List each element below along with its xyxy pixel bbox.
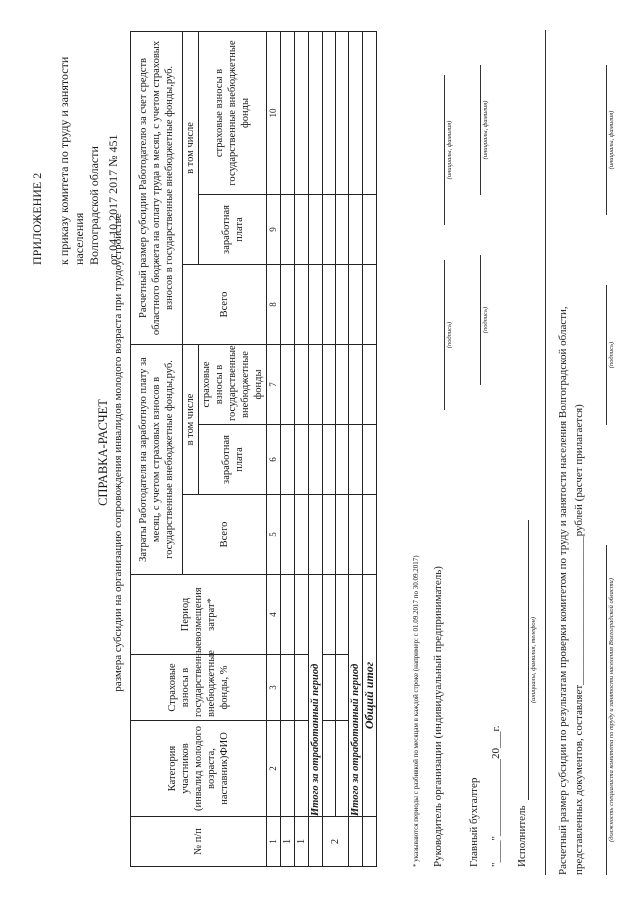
- table-cell: [363, 265, 377, 345]
- appendix-date: от 04.10.2017 2017 № 451: [106, 134, 120, 265]
- col-num-1: 1: [267, 817, 281, 867]
- table-cell: [349, 817, 363, 867]
- table-cell: [336, 721, 349, 817]
- table-cell: [363, 425, 377, 495]
- table-cell: [295, 195, 309, 265]
- col-num-8: 8: [267, 265, 281, 345]
- table-cell: [281, 345, 295, 425]
- table-cell: [281, 31, 295, 194]
- subtotal-row-2: Итого за отработанный период: [349, 575, 363, 817]
- accountant-sign-line[interactable]: [468, 255, 481, 385]
- table-cell: [295, 495, 309, 575]
- official-position-caption: (должность специалиста комитета по труду и занятости населения Волгоградской области): [608, 578, 615, 842]
- table-cell: [309, 345, 323, 425]
- head-sign-caption: (подпись): [446, 321, 453, 349]
- table-cell: [281, 265, 295, 345]
- col-num-9: 9: [267, 195, 281, 265]
- col-num-4: 4: [267, 575, 281, 655]
- footnote: * указываются периоды с разбивкой по месяцам в каждой строке (например: с 01.09.2017 по 30.09.2017): [412, 555, 420, 867]
- official-name-caption: (инициалы, фамилия): [608, 110, 615, 170]
- table-cell: [295, 721, 309, 817]
- table-cell: [336, 345, 349, 425]
- executor-line[interactable]: [516, 520, 529, 800]
- table-cell: [349, 345, 363, 425]
- table-cell: [349, 495, 363, 575]
- grand-total-row: Общий итог: [363, 575, 377, 817]
- col-num-7: 7: [267, 345, 281, 425]
- executor-caption: (инициалы, фамилия, телефон): [530, 616, 537, 704]
- table-cell: [349, 425, 363, 495]
- col-num-6: 6: [267, 425, 281, 495]
- executor-label: Исполнитель: [516, 805, 528, 867]
- table-cell: [281, 495, 295, 575]
- table-cell: [336, 31, 349, 194]
- date-field[interactable]: "____"______________20___г.: [490, 725, 502, 867]
- calculation-table: [130, 31, 377, 867]
- table-cell: [363, 195, 377, 265]
- col-num-2: 2: [267, 721, 281, 817]
- table-cell: [323, 345, 336, 425]
- header-insurance-2: страховые взносы в государственные внебюджетные фонды: [199, 31, 267, 194]
- final-line-2: представленных документов, составляет___________________________рублей (расчет прилагается): [573, 404, 585, 875]
- header-period: Период возмещения затрат*: [131, 575, 267, 655]
- table-cell: [336, 265, 349, 345]
- table-cell: [363, 495, 377, 575]
- table-cell: [295, 31, 309, 194]
- table-cell: [349, 195, 363, 265]
- header-in-that-1: в том числе: [183, 345, 199, 495]
- table-cell: [336, 575, 349, 655]
- table-cell: [336, 195, 349, 265]
- col-num-10: 10: [267, 31, 281, 194]
- table-cell: [363, 817, 377, 867]
- row-2-num: 2: [323, 817, 349, 867]
- table-cell: [363, 31, 377, 194]
- table-cell: [309, 425, 323, 495]
- appendix-line-2: Волгоградской области: [87, 146, 101, 265]
- official-position-line[interactable]: [594, 545, 607, 875]
- table-cell: [363, 345, 377, 425]
- subtotal-row-1: Итого за отработанный период: [309, 575, 323, 817]
- header-insurance-pct: Страховые взносы в государственные внебюджетные фонды, %: [131, 655, 267, 721]
- row-1-sub-num: 1: [295, 817, 309, 867]
- table-cell: [323, 425, 336, 495]
- header-category: Категория участников (инвалид молодого возраста, наставник)ФИО: [131, 721, 267, 817]
- accountant-label: Главный бухгалтер: [468, 777, 480, 867]
- header-num: № п/п: [131, 817, 267, 867]
- table-cell: [323, 721, 336, 817]
- table-cell: [323, 265, 336, 345]
- appendix-title: ПРИЛОЖЕНИЕ 2: [30, 172, 44, 265]
- accountant-sign-caption: (подпись): [482, 306, 489, 334]
- table-cell: [349, 31, 363, 194]
- head-label: Руководитель организации (индивидуальный предприниматель): [432, 566, 444, 867]
- official-sign-line[interactable]: [594, 285, 607, 425]
- table-cell: [281, 425, 295, 495]
- table-cell: [295, 265, 309, 345]
- col-num-5: 5: [267, 495, 281, 575]
- table-cell: [281, 195, 295, 265]
- header-insurance-1: страховые взносы в государственные внебюджетные фонды: [199, 345, 267, 425]
- table-cell: [281, 575, 295, 655]
- head-name-line[interactable]: [432, 75, 445, 225]
- doc-subtitle: размера субсидии на организацию сопровождения инвалидов молодого возраста при трудоустройстве: [112, 213, 124, 692]
- head-sign-line[interactable]: [432, 260, 445, 410]
- header-total-2: Всего: [183, 265, 267, 345]
- doc-title: СПРАВКА-РАСЧЕТ: [96, 399, 110, 506]
- col-num-3: 3: [267, 655, 281, 721]
- header-salary-1: заработная плата: [199, 425, 267, 495]
- table-cell: [323, 655, 336, 721]
- table-cell: [349, 265, 363, 345]
- table-cell: [281, 655, 295, 721]
- table-cell: [295, 425, 309, 495]
- final-statement: [555, 30, 587, 875]
- table-cell: [323, 495, 336, 575]
- header-employer-costs: Затраты Работодателя на заработную плату за месяц, с учетом страховых взносов в государственные внебюджетные фонды,руб.: [131, 345, 183, 575]
- table-cell: [309, 195, 323, 265]
- table-cell: [309, 817, 323, 867]
- header-total-1: Всего: [183, 495, 267, 575]
- table-cell: [295, 345, 309, 425]
- table-cell: [309, 265, 323, 345]
- header-subsidy: Расчетный размер субсидии Работодателю за счет средств областного бюджета на оплату труда в месяц, с учетом страховых взносов в государственные внебюджетные фонды,руб.: [131, 31, 183, 344]
- official-name-line[interactable]: [594, 65, 607, 215]
- table-cell: [323, 575, 336, 655]
- table-cell: [323, 195, 336, 265]
- official-sign-caption: (подпись): [608, 341, 615, 369]
- header-salary-2: заработная плата: [199, 195, 267, 265]
- table-cell: [336, 655, 349, 721]
- header-in-that-2: в том числе: [183, 31, 199, 264]
- final-line-1: Расчетный размер субсидии по результатам проверки комитетом по труду и занятости населения Волгоградской области,: [557, 306, 569, 875]
- table-cell: [336, 425, 349, 495]
- accountant-name-line[interactable]: [468, 65, 481, 195]
- separator-line: [545, 30, 546, 875]
- table-cell: [295, 575, 309, 655]
- table-cell: [309, 31, 323, 194]
- table-cell: [281, 721, 295, 817]
- table-cell: [336, 495, 349, 575]
- accountant-name-caption: (инициалы, фамилия): [482, 100, 489, 160]
- head-name-caption: (инициалы, фамилия): [446, 120, 453, 180]
- table-cell: [323, 31, 336, 194]
- row-1-num: 1: [281, 817, 295, 867]
- table-cell: [309, 495, 323, 575]
- table-cell: [295, 655, 309, 721]
- appendix-line-1: к приказу комитета по труду и занятости населения: [57, 56, 86, 265]
